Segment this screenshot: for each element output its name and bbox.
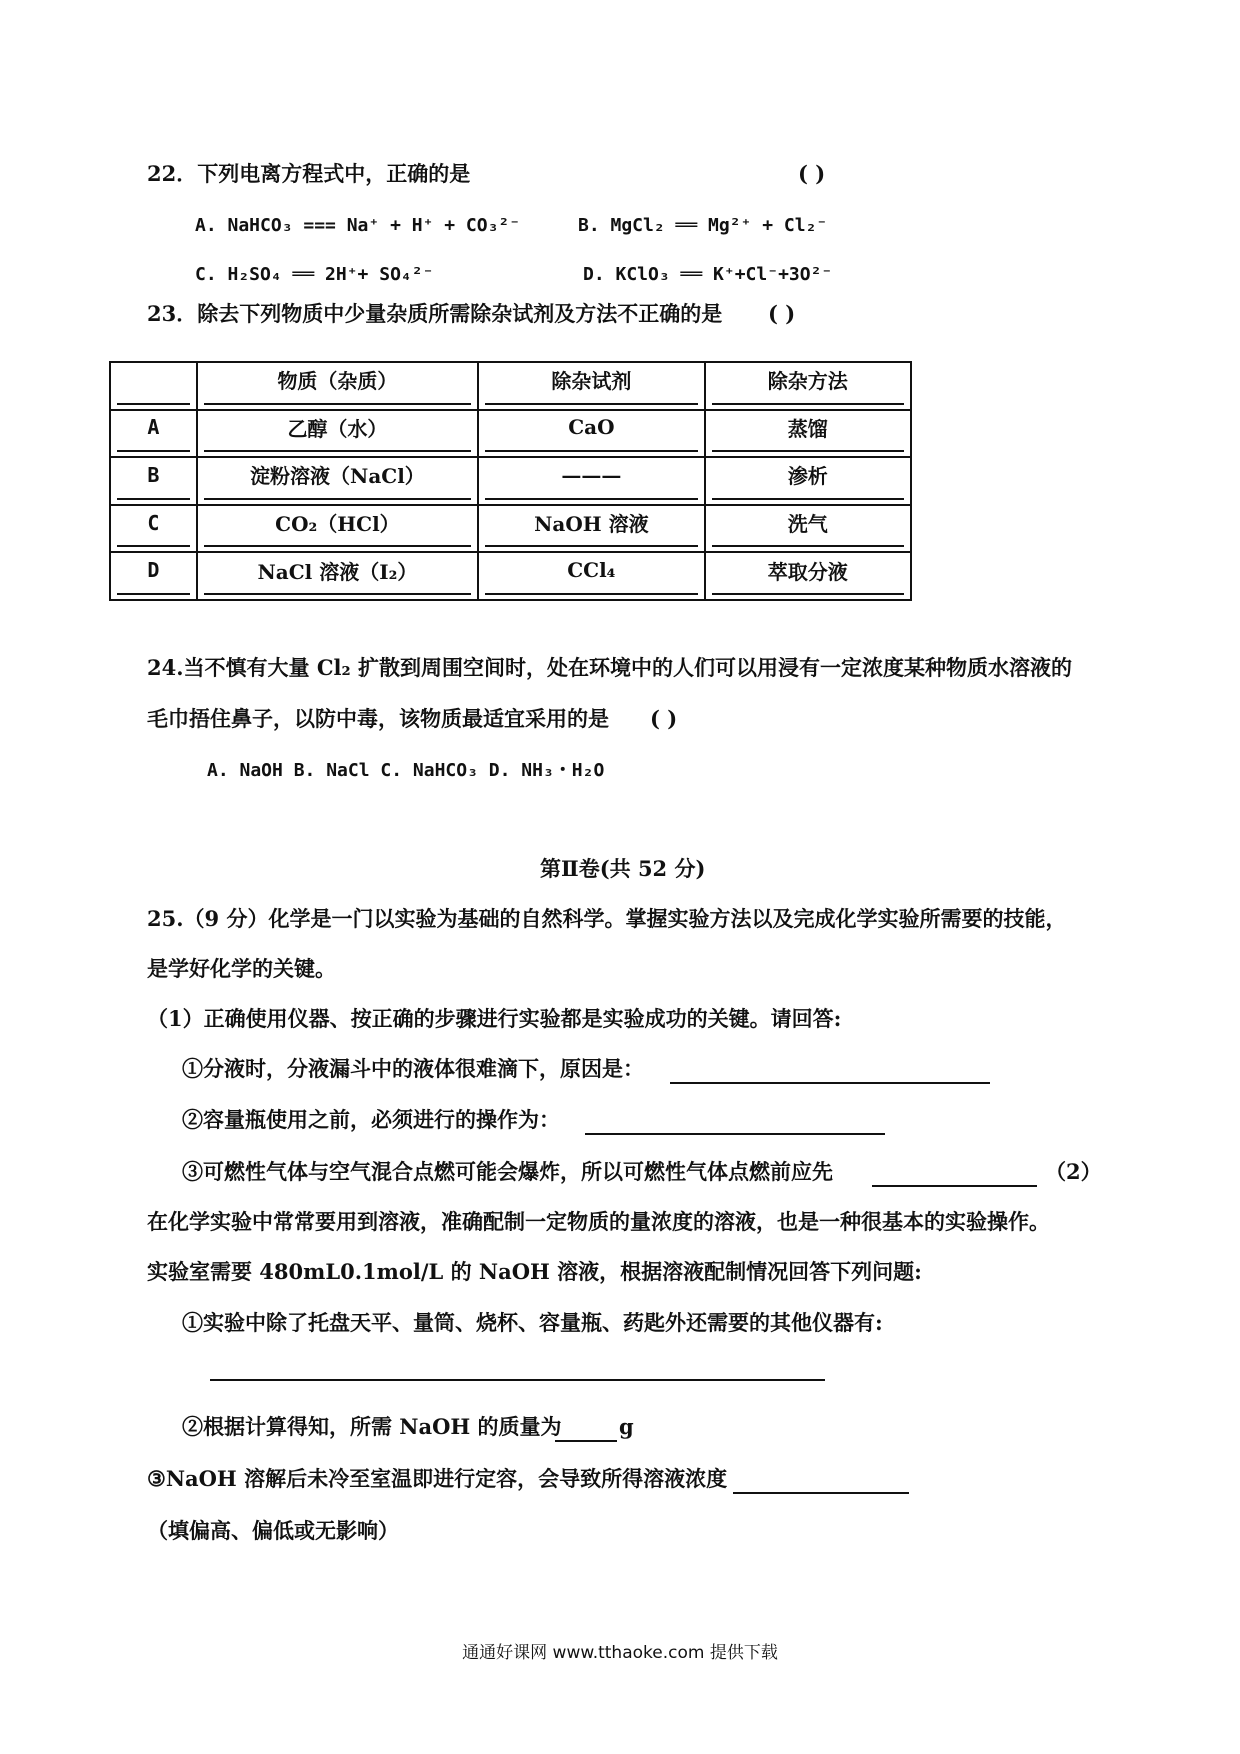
q24-options: A. NaOH B. NaCl C. NaHCO₃ D. NH₃・H₂O: [207, 760, 605, 781]
table-cell: 洗气: [705, 505, 911, 553]
q25-part-2-q3: ③NaOH 溶解后未冷至室温即进行定容，会导致所得溶液浓度: [147, 1466, 728, 1491]
q22-option-d: D. KClO₃ ══ K⁺+Cl⁻+3O²⁻: [583, 264, 833, 285]
q25-part-2-requirement: 实验室需要 480mL0.1mol/L 的 NaOH 溶液，根据溶液配制情况回答下列问题:: [147, 1259, 922, 1284]
table-cell: A: [110, 410, 197, 458]
table-cell: 蒸馏: [705, 410, 911, 458]
table-cell: NaCl 溶液（I₂）: [197, 552, 478, 600]
q25-part-2-q2: ②根据计算得知，所需 NaOH 的质量为: [182, 1414, 562, 1439]
table-header-cell: 除杂试剂: [478, 362, 704, 410]
table-cell: NaOH 溶液: [478, 505, 704, 553]
q22-answer-paren: ( ): [798, 161, 826, 186]
table-cell: 乙醇（水）: [197, 410, 478, 458]
table-row: [110, 410, 911, 458]
table-header-row: [110, 362, 911, 410]
answer-blank[interactable]: [210, 1379, 825, 1381]
q25-intro-1: 25.（9 分）化学是一门以实验为基础的自然科学。掌握实验方法以及完成化学实验所需要的技能，: [147, 906, 1067, 931]
q23-answer-paren: ( ): [768, 301, 796, 326]
table-cell: CO₂（HCl）: [197, 505, 478, 553]
mass-unit: g: [619, 1414, 634, 1439]
q24-line-1: 24.当不慎有大量 Cl₂ 扩散到周围空间时，处在环境中的人们可以用浸有一定浓度某种物质水溶液的: [147, 655, 1073, 680]
table-cell: 渗析: [705, 457, 911, 505]
q22-option-a: A. NaHCO₃ === Na⁺ + H⁺ + CO₃²⁻: [195, 215, 521, 236]
table-header-cell: 除杂方法: [705, 362, 911, 410]
q25-part-1: （1）正确使用仪器、按正确的步骤进行实验都是实验成功的关键。请回答:: [147, 1006, 842, 1031]
table-row: [110, 457, 911, 505]
q25-part-1-q3: ③可燃性气体与空气混合点燃可能会爆炸，所以可燃性气体点燃前应先: [182, 1159, 833, 1184]
answer-blank[interactable]: [555, 1440, 617, 1442]
q25-part-2-q3-note: （填偏高、偏低或无影响）: [147, 1518, 399, 1543]
answer-blank[interactable]: [670, 1082, 990, 1084]
table-cell: ———: [478, 457, 704, 505]
table-cell: B: [110, 457, 197, 505]
table-header-cell: [110, 362, 197, 410]
q23-table: [109, 361, 912, 601]
q25-part-1-q1: ①分液时，分液漏斗中的液体很难滴下，原因是：: [182, 1056, 644, 1081]
table-cell: 萃取分液: [705, 552, 911, 600]
table-row: [110, 552, 911, 600]
q22-option-c: C. H₂SO₄ ══ 2H⁺+ SO₄²⁻: [195, 264, 434, 285]
answer-blank[interactable]: [585, 1133, 885, 1135]
table-cell: CCl₄: [478, 552, 704, 600]
section-2-title: 第Ⅱ卷(共 52 分): [540, 856, 706, 881]
answer-blank[interactable]: [733, 1492, 909, 1494]
q23-stem: 23．除去下列物质中少量杂质所需除杂试剂及方法不正确的是: [147, 301, 723, 326]
answer-blank[interactable]: [872, 1185, 1037, 1187]
q22-stem: 22．下列电离方程式中，正确的是: [147, 161, 471, 186]
table-cell: CaO: [478, 410, 704, 458]
q24-line-2: 毛巾捂住鼻子，以防中毒，该物质最适宜采用的是: [147, 706, 609, 731]
q25-part-2-number: （2）: [1045, 1159, 1102, 1184]
table-header-cell: 物质（杂质）: [197, 362, 478, 410]
q22-option-b: B. MgCl₂ ══ Mg²⁺ + Cl₂⁻: [578, 215, 828, 236]
table-cell: D: [110, 552, 197, 600]
page-footer: 通通好课网 www.tthaoke.com 提供下载: [462, 1643, 778, 1663]
q25-part-2-intro: 在化学实验中常常要用到溶液，准确配制一定物质的量浓度的溶液，也是一种很基本的实验操作。: [147, 1209, 1050, 1234]
q25-part-1-q2: ②容量瓶使用之前，必须进行的操作为：: [182, 1107, 560, 1132]
q24-answer-paren: ( ): [650, 706, 678, 731]
table-cell: C: [110, 505, 197, 553]
table-cell: 淀粉溶液（NaCl）: [197, 457, 478, 505]
q25-intro-2: 是学好化学的关键。: [147, 956, 336, 981]
q25-part-2-q1: ①实验中除了托盘天平、量筒、烧杯、容量瓶、药匙外还需要的其他仪器有:: [182, 1310, 883, 1335]
table-row: [110, 505, 911, 553]
